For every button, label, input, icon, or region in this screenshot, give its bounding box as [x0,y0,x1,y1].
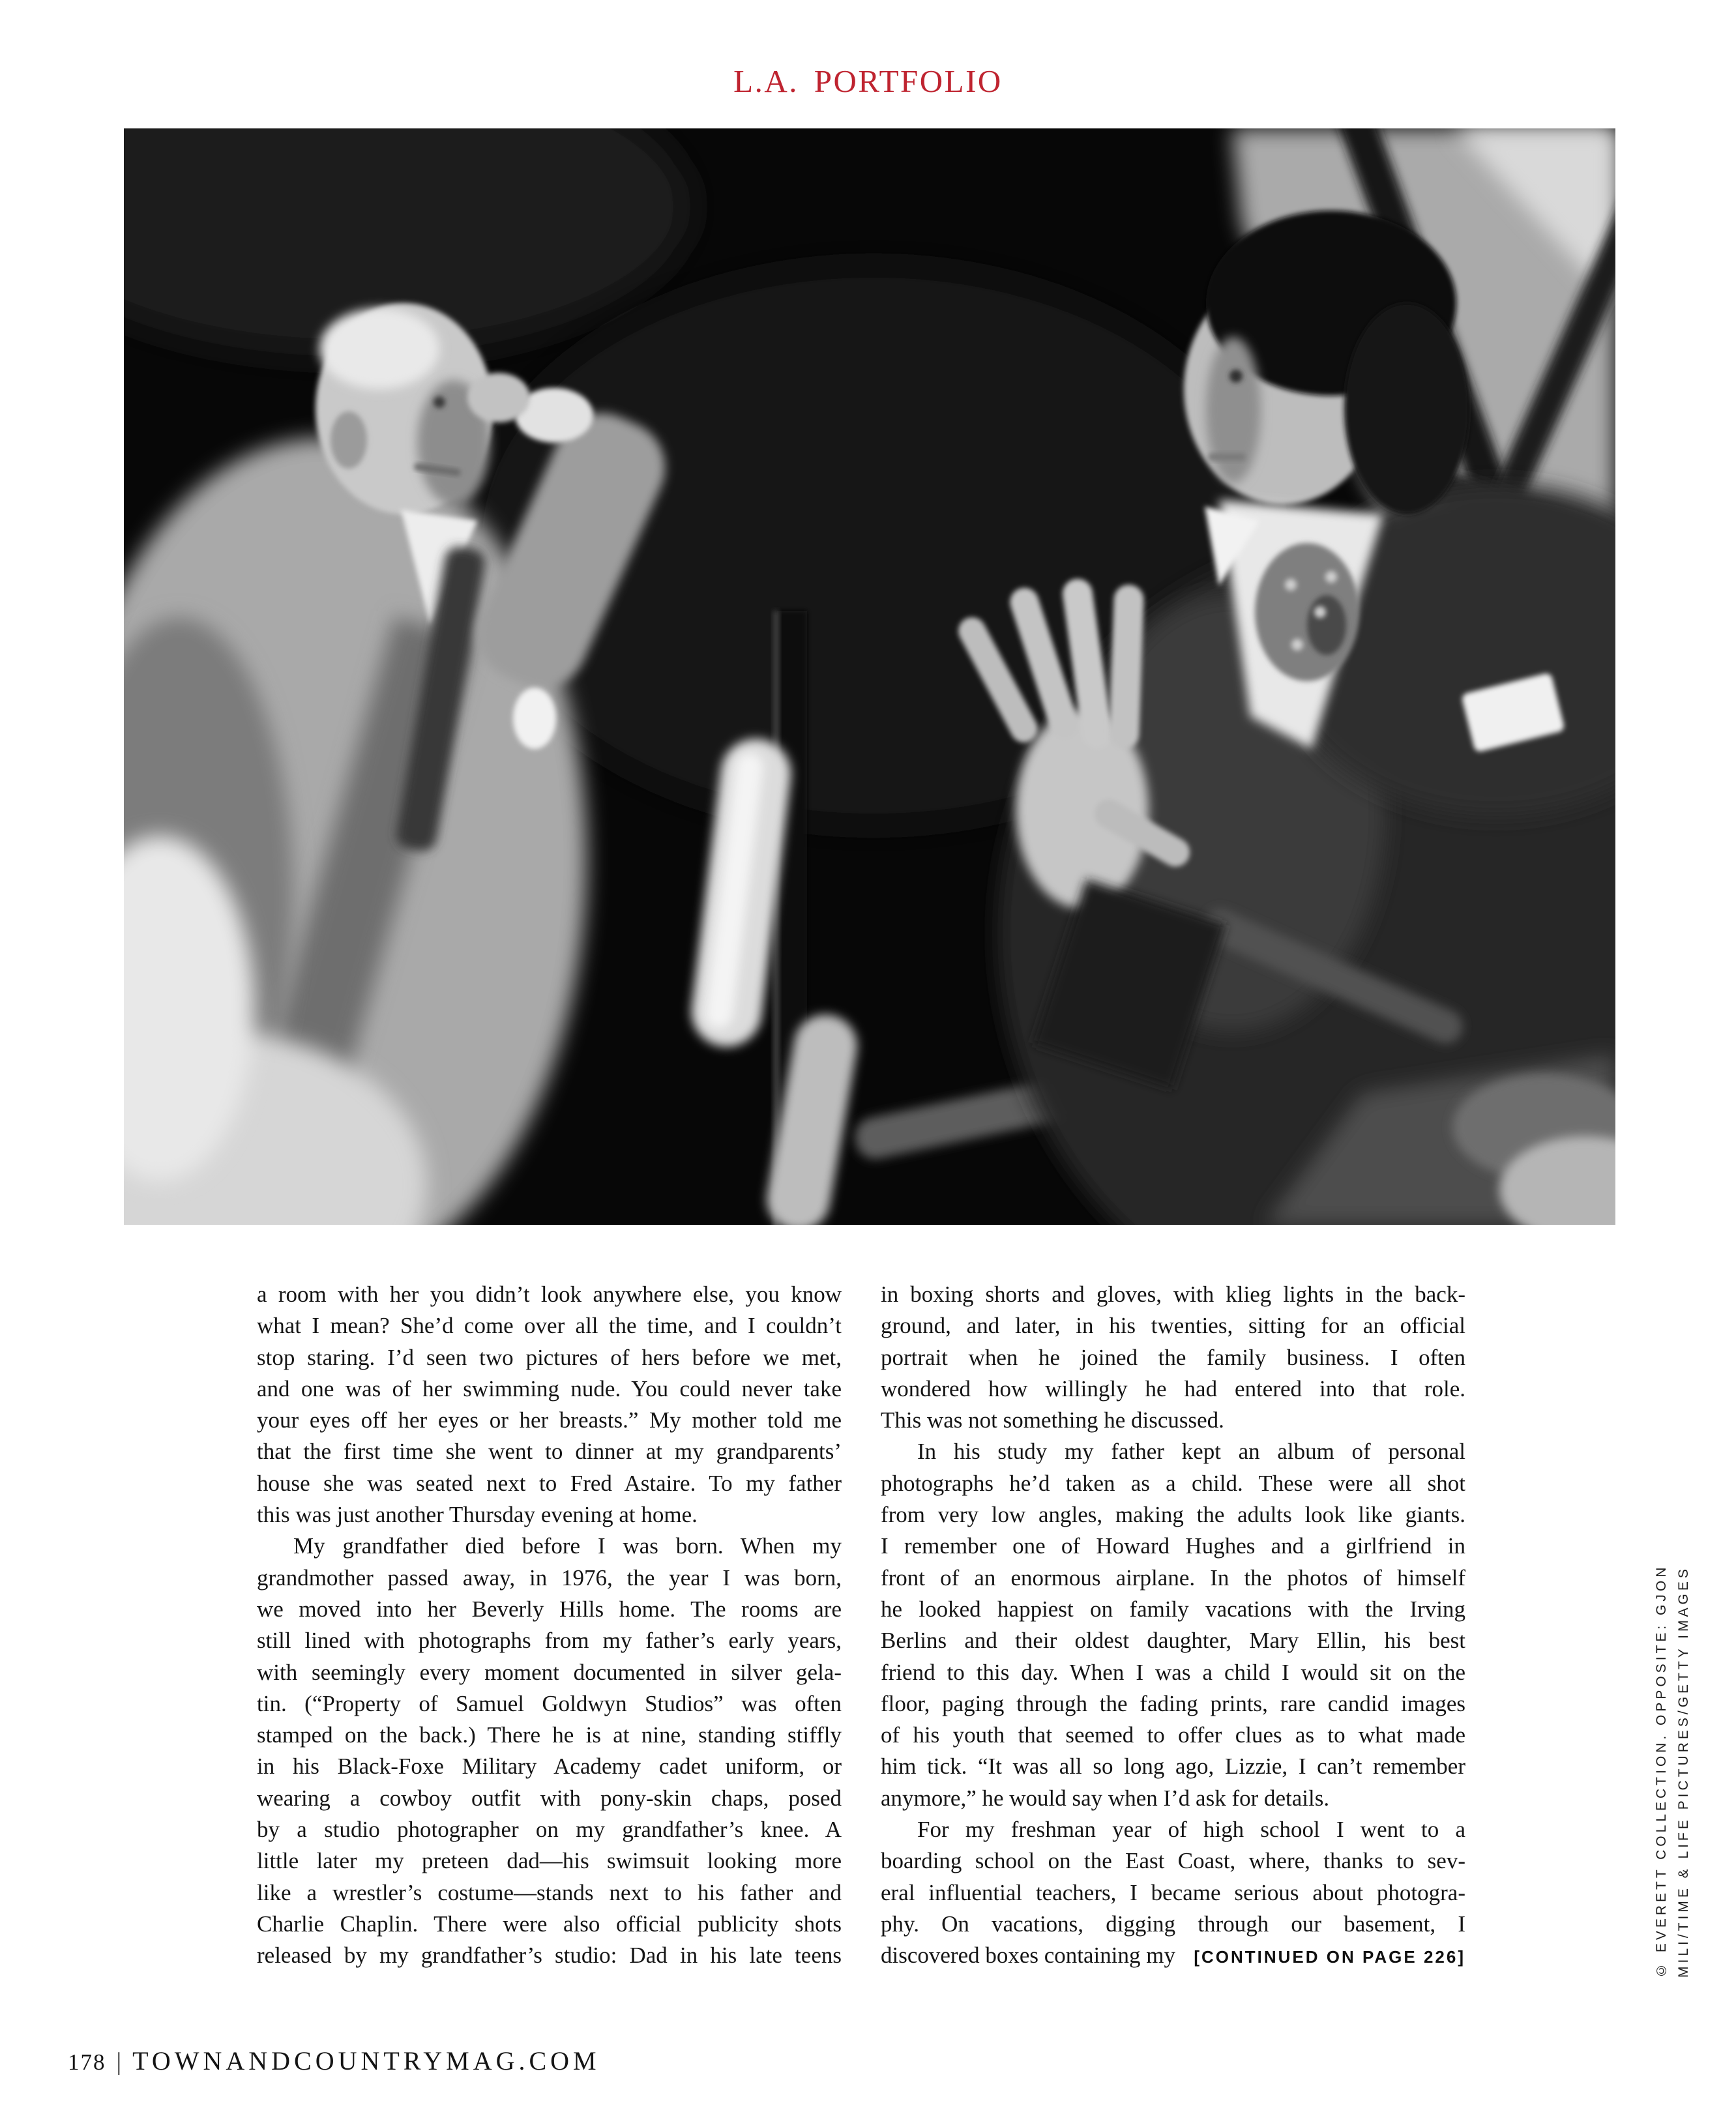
body-text-line: portrait when he joined the family business. I often [881,1344,1465,1370]
body-text-line: of his youth that seemed to offer clues as to what made [881,1722,1465,1748]
footer-site-name: TOWNANDCOUNTRYMAG.COM [132,2046,600,2076]
footer-page-number: 178 [68,2049,106,2075]
body-text-line: ground, and later, in his twenties, sitting for an official [881,1313,1465,1339]
portfolio-photo [124,128,1615,1225]
body-text-line: This was not something he discussed. [881,1407,1224,1433]
body-text-line: photographs he’d taken as a child. These were all shot [881,1470,1465,1496]
body-text-line: a room with her you didn’t look anywhere else, you know [257,1282,842,1307]
body-text-line: boarding school on the East Coast, where, thanks to sev- [881,1848,1465,1874]
body-text-line: with seemingly every moment documented in silver gela- [257,1659,842,1685]
body-text-line: For my freshman year of high school I went to a [917,1817,1465,1843]
body-text-line: he looked happiest on family vacations with the Irving [881,1596,1465,1622]
body-text-line: eral influential teachers, I became serious about photogra- [881,1879,1465,1905]
body-text-line: by a studio photographer on my grandfather’s knee. A [257,1817,842,1843]
body-text-line: My grandfather died before I was born. When my [293,1533,842,1559]
body-text-line: anymore,” he would say when I’d ask for details. [881,1785,1330,1811]
body-text-line: wondered how willingly he had entered into that role. [881,1375,1465,1401]
photo-illustration [124,128,1615,1225]
body-text-line: I remember one of Howard Hughes and a girlfriend in [881,1533,1465,1559]
body-text-line [881,1940,1465,1973]
body-text-line: and one was of her swimming nude. You could never take [257,1375,842,1401]
continued-on-page-label: [CONTINUED ON PAGE 226] [1194,1947,1465,1967]
body-text-line: from very low angles, making the adults look like giants. [881,1502,1465,1528]
body-text-line: wearing a cowboy outfit with pony-skin chaps, posed [257,1785,842,1811]
body-text-line: this was just another Thursday evening at home. [257,1502,698,1528]
photo-credit-line: © EVERETT COLLECTION. OPPOSITE: GJON [1654,1564,1669,1978]
body-text-line: grandmother passed away, in 1976, the year I was born, [257,1564,842,1591]
body-text-line: little later my preteen dad—his swimsuit looking more [257,1848,842,1874]
body-text-line: front of an enormous airplane. In the photos of himself [881,1564,1465,1591]
body-text-line: that the first time she went to dinner at my grandparents’ [257,1439,842,1465]
body-text-line: your eyes off her eyes or her breasts.” My mother told me [257,1407,842,1433]
body-text-line: tin. (“Property of Samuel Goldwyn Studios” was often [257,1690,842,1716]
body-text-line: in his Black-Foxe Military Academy cadet uniform, or [257,1753,842,1780]
body-text-line: still lined with photographs from my father’s early years, [257,1628,842,1654]
body-text-line: like a wrestler’s costume—stands next to his father and [257,1879,842,1905]
body-text-line: house she was seated next to Fred Astaire. To my father [257,1470,842,1496]
body-text-line: floor, paging through the fading prints, rare candid images [881,1690,1465,1716]
article-column-left [257,1279,842,1972]
footer-separator: | [116,2048,123,2076]
body-text-line: in boxing shorts and gloves, with klieg lights in the back- [881,1282,1465,1307]
page-title: L.A. PORTFOLIO [733,63,1003,99]
page-footer [68,2046,600,2076]
body-text-line: we moved into her Beverly Hills home. The rooms are [257,1596,842,1622]
body-text-line: phy. On vacations, digging through our basement, I [881,1911,1465,1937]
photo-credit-line: MILI/TIME & LIFE PICTURES/GETTY IMAGES [1676,1566,1691,1978]
body-text: discovered boxes containing my [881,1943,1175,1969]
body-text-line: friend to this day. When I was a child I would sit on the [881,1659,1465,1685]
body-text-line: In his study my father kept an album of personal [917,1439,1465,1465]
body-text-line: released by my grandfather’s studio: Dad in his late teens [257,1943,842,1969]
photo-credit [1651,1488,1698,1978]
body-text-line: what I mean? She’d come over all the time, and I couldn’t [257,1313,842,1339]
body-text-line: stop staring. I’d seen two pictures of hers before we met, [257,1344,842,1370]
body-text-line: Berlins and their oldest daughter, Mary Ellin, his best [881,1628,1465,1654]
body-text-line: him tick. “It was all so long ago, Lizzie, I can’t remember [881,1753,1465,1780]
body-text-line: Charlie Chaplin. There were also official publicity shots [257,1911,842,1937]
article-column-right [881,1279,1465,1973]
body-text-line: stamped on the back.) There he is at nine, standing stiffly [257,1722,842,1748]
